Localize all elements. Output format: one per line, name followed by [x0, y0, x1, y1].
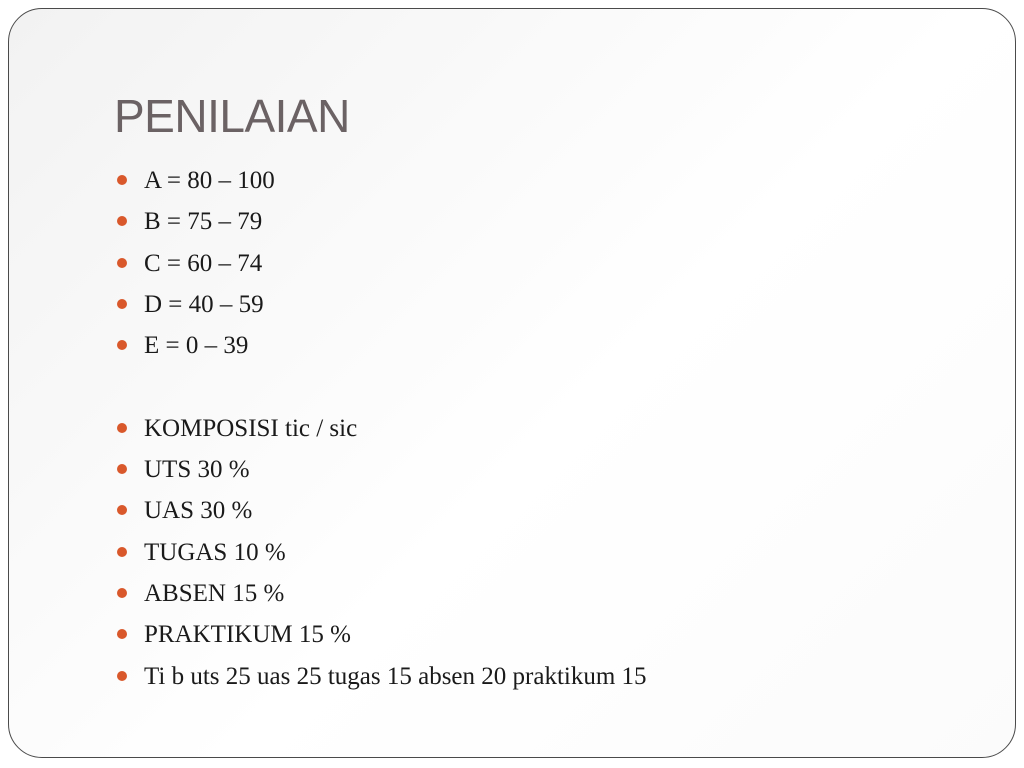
- bullet-dot-icon: [117, 423, 127, 433]
- list-item-text: KOMPOSISI tic / sic: [144, 414, 358, 442]
- list-item-grade-e: [114, 325, 647, 366]
- list-item-text: D = 40 – 59: [144, 290, 264, 318]
- list-item-uts: [114, 449, 647, 490]
- list-item-tugas: [114, 532, 647, 573]
- bullet-dot-icon: [117, 671, 127, 681]
- list-item-grade-d: [114, 284, 647, 325]
- list-item-grade-c: [114, 243, 647, 284]
- list-item-text: PRAKTIKUM 15 %: [144, 621, 351, 649]
- list-item-text: ABSEN 15 %: [144, 579, 285, 607]
- bullet-dot-icon: [117, 340, 127, 350]
- bullet-dot-icon: [117, 258, 127, 268]
- list-item-uas: [114, 490, 647, 531]
- list-item-komposisi: [114, 408, 647, 449]
- bullet-dot-icon: [117, 175, 127, 185]
- bullet-dot-icon: [117, 629, 127, 639]
- list-item-text: TUGAS 10 %: [144, 538, 286, 566]
- list-item-absen: [114, 573, 647, 614]
- bullet-dot-icon: [117, 464, 127, 474]
- list-item-text: A = 80 – 100: [144, 167, 275, 194]
- list-item-praktikum: [114, 614, 647, 655]
- list-item-text: C = 60 – 74: [144, 249, 263, 277]
- list-item-grade-a: [114, 160, 647, 201]
- list-item-text: E = 0 – 39: [144, 332, 249, 360]
- list-item-grade-b: [114, 201, 647, 242]
- list-item-text: UAS 30 %: [144, 497, 253, 525]
- list-item-text: Ti b uts 25 uas 25 tugas 15 absen 20 praktikum 15: [144, 662, 647, 690]
- list-item-text: B = 75 – 79: [144, 208, 263, 236]
- list-item-ti-b: [114, 656, 647, 697]
- list-item-text: UTS 30 %: [144, 456, 250, 484]
- bullet-dot-icon: [117, 299, 127, 309]
- bullet-dot-icon: [117, 216, 127, 226]
- slide-title: PENILAIAN: [114, 90, 350, 142]
- bullet-list: [114, 160, 647, 697]
- bullet-dot-icon: [117, 547, 127, 557]
- bullet-dot-icon: [117, 588, 127, 598]
- bullet-dot-icon: [117, 505, 127, 515]
